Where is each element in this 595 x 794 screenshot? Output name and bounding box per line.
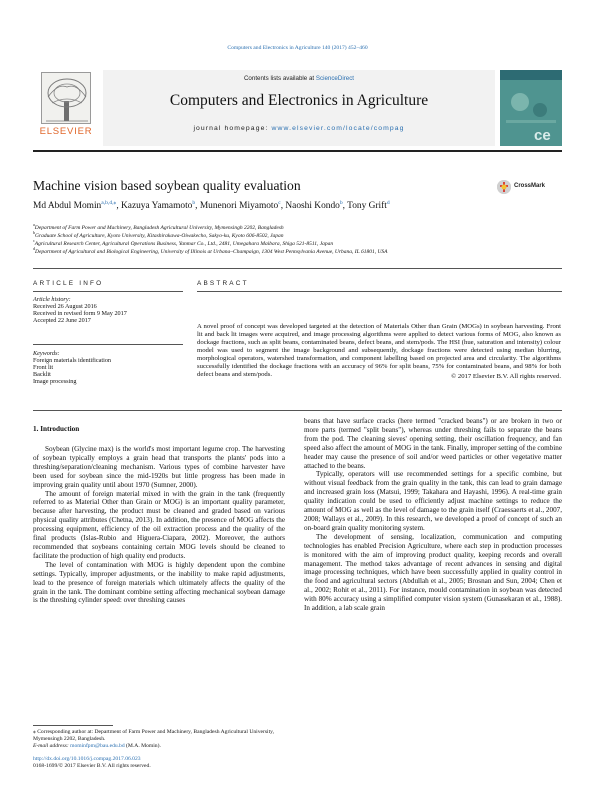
paragraph: The amount of foreign material mixed in with the grain in the tank (frequently referred to as Material Other than Grain or MOG) is an important quality parameter, because after harvesting, the product must be cleaned and graded based on various physical quality attributes (Chetna, 2013). In addition, the presence of MOG affects the processing equipment, efficiency of the oil extraction process and the quality of the final products (Islas-Rubio and Higuera-Ciapara, 2002). Moreover, the authors recommended that soybeans containing certain MOG levels should be cleaned to facilitate the production of high quality end products. xyxy=(33,489,285,560)
history-item: Received in revised form 9 May 2017 xyxy=(33,310,127,318)
affiliation-sup: c xyxy=(33,238,35,243)
affiliation-text: Department of Agricultural and Biological Engineering, University of Illinois at Urbana–Champaign, 1304 West Pennsylvania Avenue, Urbana, IL 61801, USA xyxy=(35,248,388,255)
affiliation-text: Agricultural Research Center, Agricultural Operations Business, Yanmar Co., Ltd., 2481, Umegahara Maibara, Shiga 521-8511, Japan xyxy=(34,240,334,247)
cover-strip xyxy=(500,70,562,80)
affiliation-sup: a xyxy=(33,222,35,227)
affiliation-sup: d xyxy=(33,246,35,251)
history-label: Article history: xyxy=(33,296,71,303)
contents-prefix: Contents lists available at xyxy=(243,75,316,82)
article-history xyxy=(33,296,183,324)
corresponding-mark[interactable]: ⁎ xyxy=(113,200,117,206)
author-name[interactable]: Md Abdul Momin xyxy=(33,201,102,212)
homepage-label: journal homepage: xyxy=(193,125,272,132)
email-suffix: (M.A. Momin). xyxy=(124,743,161,750)
author-affil-sup[interactable]: a,b,d, xyxy=(101,200,114,206)
paragraph: Soybean (Glycine max) is the world's most important legume crop. The harvesting of soybean typically employs a grain head that transports the plants' pods into a threshing/separation/cleaning mechanism. Various types of combine harvester have been used for soybean since the mid-1920s but little progress has been made in improving grain quality until about 1970 (Sumner, 2000). xyxy=(33,445,285,489)
article-info-heading: ARTICLE INFO xyxy=(33,280,104,287)
paragraph: beans that have surface cracks (here termed "cracked beans") or are broken in two or more parts (termed "split beans"), whereas under threshing fails to separate the beans from the pod. The cleaning sieves' opening setting, their oscillation frequency, and fan speed also affect the amount of MOG in the tank. Finally, improper setting of the combine header may cause the presence of soil and/or weed particles or other vegetative matter attached to the beans. xyxy=(304,417,562,470)
history-item: Received 26 August 2016 xyxy=(33,303,97,311)
issn-line: 0168-1699/© 2017 Elsevier B.V. All rights reserved. xyxy=(33,763,151,770)
author-name[interactable]: Tony Grift xyxy=(347,201,387,212)
divider xyxy=(33,410,562,411)
publisher-wordmark: ELSEVIER xyxy=(39,126,93,137)
corresponding-author-note: ⁎ Corresponding author at: Department of Farm Power and Machinery, Bangladesh Agricultural University, Mymensingh 2202, Bangladesh. xyxy=(33,729,274,743)
keyword: Backlit xyxy=(33,371,51,379)
paragraph: The level of contamination with MOG is highly dependent upon the combine settings. Typically, improper adjustments, or the inability to make rapid adjustments, lead to the presence of foreign materials which ultimately affects the quality of the grain in the tank. The dominant combine setting affecting mechanical soybean damage is the threshing cylinder speed: over threshing causes xyxy=(33,560,285,605)
author-list: Md Abdul Momin$^{a,b,d,⁎}$, Kazuya Yamamoto$^b$, Munenori Miyamoto$^c$, Naoshi Kondo$^b$, Tony Grift$^d$ xyxy=(33,200,390,212)
header-rule xyxy=(33,150,562,152)
paragraph: The development of sensing, localization, communication and computing technologies has enabled Precision Agriculture, where each step in production processes is monitored with the aim of improving product quality, keeping records and overall management. The method takes advantage of recent advances in sensing and digital image processing techniques, which have been successfully applied in quality control in the food and agricultural sectors (Abdullah et al., 2005; Brosnan and Sun, 2004; Chen et al., 2002; Rohit et al., 2011). For instance, mould contamination in soybean was detected with 80% accuracy using a simplified computer vision system (Gunasekaran et al., 1988). In addition, a lab scale grain xyxy=(304,532,562,613)
author-affil-sup[interactable]: b xyxy=(192,200,196,206)
journal-citation-line[interactable]: Computers and Electronics in Agriculture 140 (2017) 452–460 xyxy=(227,45,368,51)
doi-link[interactable]: http://dx.doi.org/10.1016/j.compag.2017.06.023 xyxy=(33,756,141,762)
email-label: E-mail address: xyxy=(33,743,71,750)
author-affil-sup[interactable]: b xyxy=(339,200,343,206)
crossmark-label: CrossMark xyxy=(514,183,546,189)
paragraph: Typically, operators will use recommended settings for a specific combine, but without visual feedback from the grain quality in the tank, this can lead to grain damage and increased grain loss (Matsui, 1999; Takahara and Hayashi, 1996). A real-time grain quality indication could be used to efficiently adjust machine settings to reduce the amount of MOG as well as the level of damage to the grain itself (Craessaerts et al., 2007, 2008; Wallays et al., 2009). In this research, we developed a proof of concept of such an on-board grain quality monitoring system. xyxy=(304,470,562,532)
keyword: Foreign materials identification xyxy=(33,357,112,365)
right-column xyxy=(304,417,562,613)
tree-logo-icon xyxy=(41,72,91,124)
keywords xyxy=(33,350,183,385)
crossmark-badge[interactable] xyxy=(497,179,559,197)
keyword: Image processing xyxy=(33,378,77,386)
left-column xyxy=(33,445,285,605)
abstract-heading: ABSTRACT xyxy=(197,280,249,287)
footer xyxy=(33,756,333,770)
author-name[interactable]: Munenori Miyamoto xyxy=(199,201,279,212)
sciencedirect-link[interactable]: ScienceDirect xyxy=(315,75,355,82)
author-affil-sup[interactable]: d xyxy=(386,200,390,206)
keyword: Front lit xyxy=(33,364,54,372)
email-link[interactable]: mominfpm@bau.edu.bd xyxy=(70,743,125,750)
divider xyxy=(197,291,562,292)
journal-title: Computers and Electronics in Agriculture xyxy=(169,92,429,109)
email-line xyxy=(33,743,285,750)
divider xyxy=(33,291,183,292)
abstract-text: A novel proof of concept was developed targeted at the detection of Materials Other than Grain (MOGs) in soybean harvesting. Front lit and back lit images were acquired, and image processing algorithms were applied to detect various forms of MOG, also known as dockage fractions, such as split beans, contaminated beans, defect beans, and stem/pods. The HSI (hue, saturation and intensity) colour model was used to segment the image background and subsequently, dockage fractions were detected using median blurring, morphological operators, watershed transformation, and component labelling based on projected area and circularity. The algorithms successfully identified the dockage fractions with an accuracy of 96% for split beans, 75% for contaminated beans, and 98% for both defect beans and stem/pods. xyxy=(197,323,561,378)
divider xyxy=(33,268,562,269)
affiliation-text: Department of Farm Power and Machinery, Bangladesh Agricultural University, Mymensingh 2202, Bangladesh xyxy=(34,224,284,231)
article-title: Machine vision based soybean quality evaluation xyxy=(33,178,301,193)
abstract-copyright: © 2017 Elsevier B.V. All rights reserved. xyxy=(451,373,561,380)
affiliation xyxy=(33,246,388,255)
cover-art-icon xyxy=(500,80,562,146)
affiliation-text: Graduate School of Agriculture, Kyoto University, Kitashirakawa-Oiwakecho, Sakyo-ku, Kyoto 606-8502, Japan xyxy=(35,232,284,239)
journal-banner xyxy=(103,70,495,146)
contents-line xyxy=(103,75,495,82)
homepage-line xyxy=(103,125,495,132)
author-name[interactable]: Kazuya Yamamoto xyxy=(121,201,193,212)
affiliation-sup: b xyxy=(33,230,35,235)
author-affil-sup[interactable]: c xyxy=(278,200,281,206)
journal-header xyxy=(33,70,562,146)
section-heading: 1. Introduction xyxy=(33,425,80,433)
footnote-rule xyxy=(33,725,113,726)
journal-cover-image[interactable] xyxy=(500,70,562,146)
divider xyxy=(33,344,183,345)
author-name[interactable]: Naoshi Kondo xyxy=(285,201,340,212)
elsevier-logo[interactable] xyxy=(33,70,99,140)
footnote xyxy=(33,729,285,751)
homepage-link[interactable]: www.elsevier.com/locate/compag xyxy=(271,125,405,132)
crossmark-icon xyxy=(497,180,511,194)
history-item: Accepted 22 June 2017 xyxy=(33,317,91,325)
keywords-label: Keywords: xyxy=(33,350,60,357)
cover-letters: ce xyxy=(534,127,551,144)
